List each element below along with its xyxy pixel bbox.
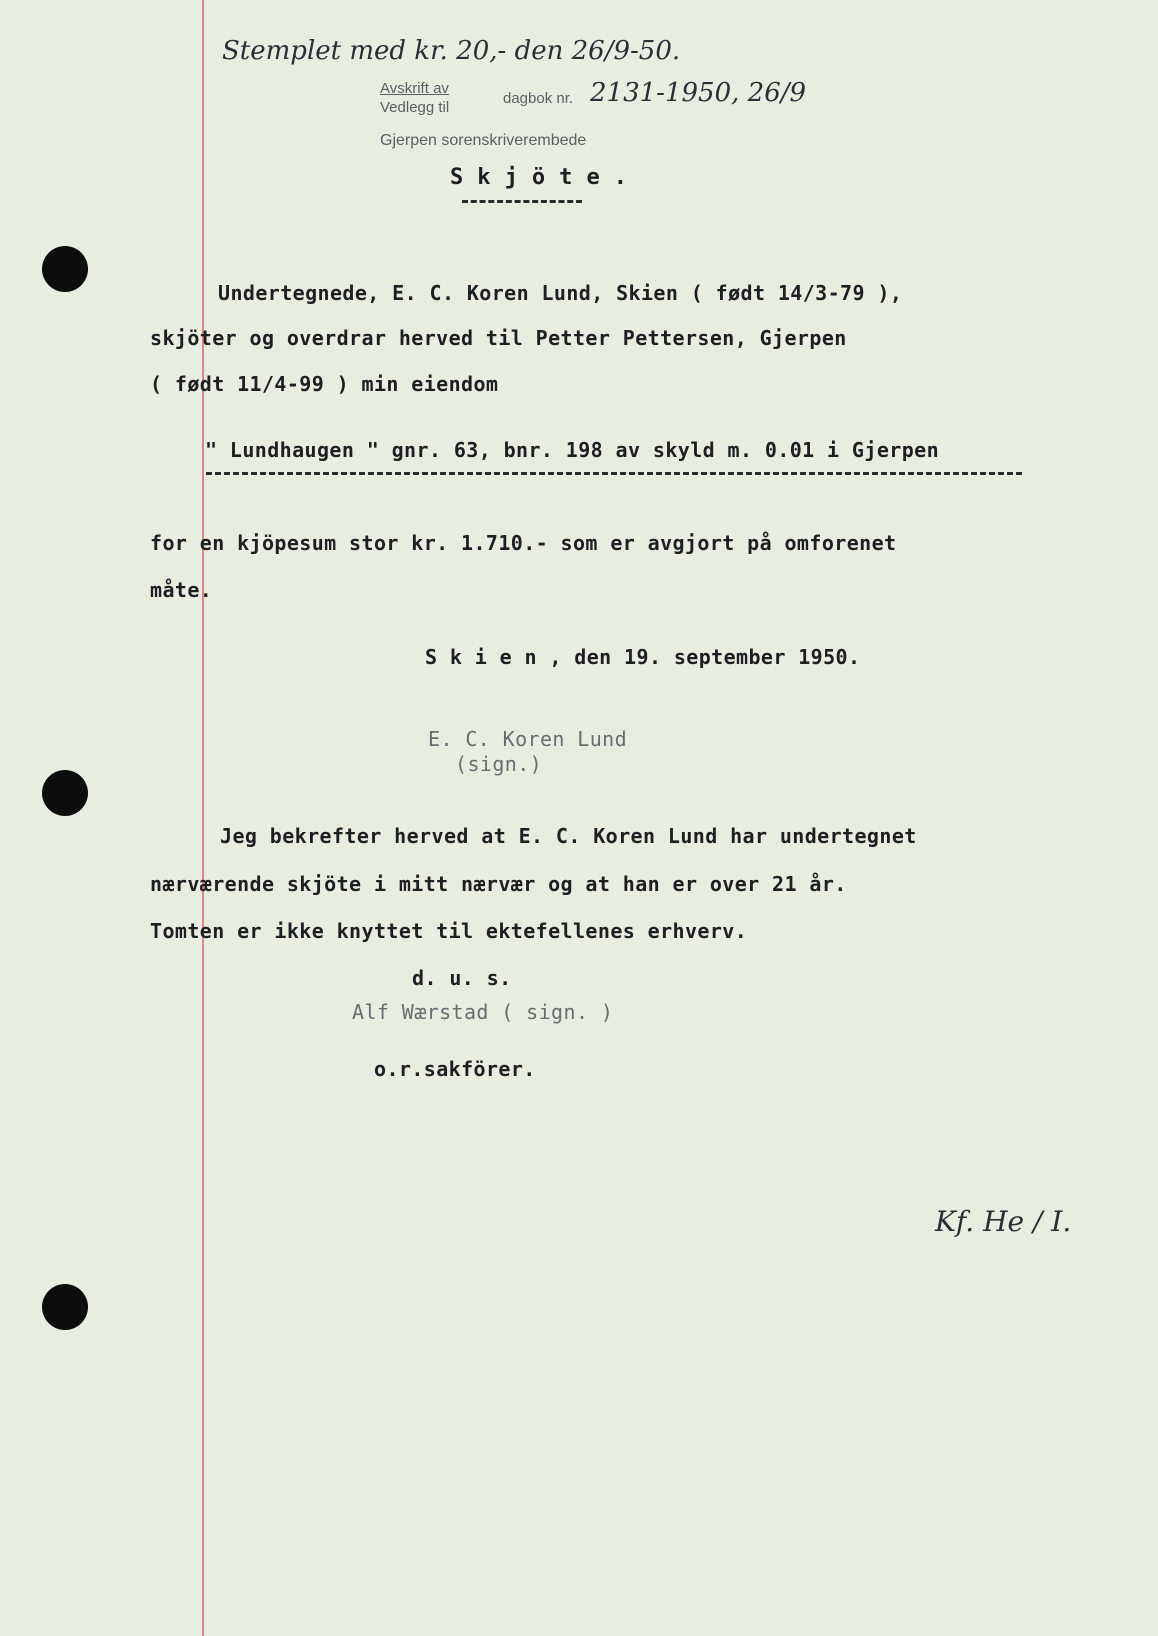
property-line: " Lundhaugen " gnr. 63, bnr. 198 av skyld m. 0.01 i Gjerpen <box>205 438 940 462</box>
para2-line2: måte. <box>150 578 213 602</box>
handwritten-initials: Kf. He / I. <box>935 1205 1072 1238</box>
para1-line2: skjöter og overdrar herved til Petter Pettersen, Gjerpen <box>150 326 847 350</box>
witness-name: Alf Wærstad ( sign. ) <box>352 1000 614 1024</box>
para1-line1: Undertegnede, E. C. Koren Lund, Skien ( født 14/3-79 ), <box>218 281 903 305</box>
title-underline <box>462 200 582 203</box>
property-underline <box>206 472 1022 475</box>
stamp-line-1: Avskrift av <box>380 80 449 97</box>
stamp-line-2: Vedlegg til <box>380 99 450 116</box>
para3-line1: Jeg bekrefter herved at E. C. Koren Lund har undertegnet <box>220 824 917 848</box>
para1-line3: ( født 11/4-99 ) min eiendom <box>150 372 499 396</box>
para3-line3: Tomten er ikke knyttet til ektefellenes erhverv. <box>150 919 748 943</box>
punch-hole <box>42 1284 88 1330</box>
margin-line <box>202 0 204 1636</box>
stamp-office: Gjerpen sorenskriverembede <box>380 132 587 149</box>
punch-hole <box>42 770 88 816</box>
handwritten-stamp-note: Stemplet med kr. 20,- den 26/9-50. <box>222 36 681 66</box>
para2-line1: for en kjöpesum stor kr. 1.710.- som er avgjort på omforenet <box>150 531 897 555</box>
signature-name: E. C. Koren Lund <box>428 727 628 751</box>
document-title: S k j ö t e . <box>450 165 628 190</box>
place-date: S k i e n , den 19. september 1950. <box>425 645 861 669</box>
para3-line2: nærværende skjöte i mitt nærvær og at han er over 21 år. <box>150 872 847 896</box>
punch-hole <box>42 246 88 292</box>
dus-mark: d. u. s. <box>412 966 512 990</box>
stamp-dagbok-label: dagbok nr. <box>503 90 574 107</box>
witness-title: o.r.sakförer. <box>374 1057 536 1081</box>
signature-note: (sign.) <box>455 752 543 776</box>
stamp-dagbok-value: 2131-1950, 26/9 <box>590 78 807 108</box>
